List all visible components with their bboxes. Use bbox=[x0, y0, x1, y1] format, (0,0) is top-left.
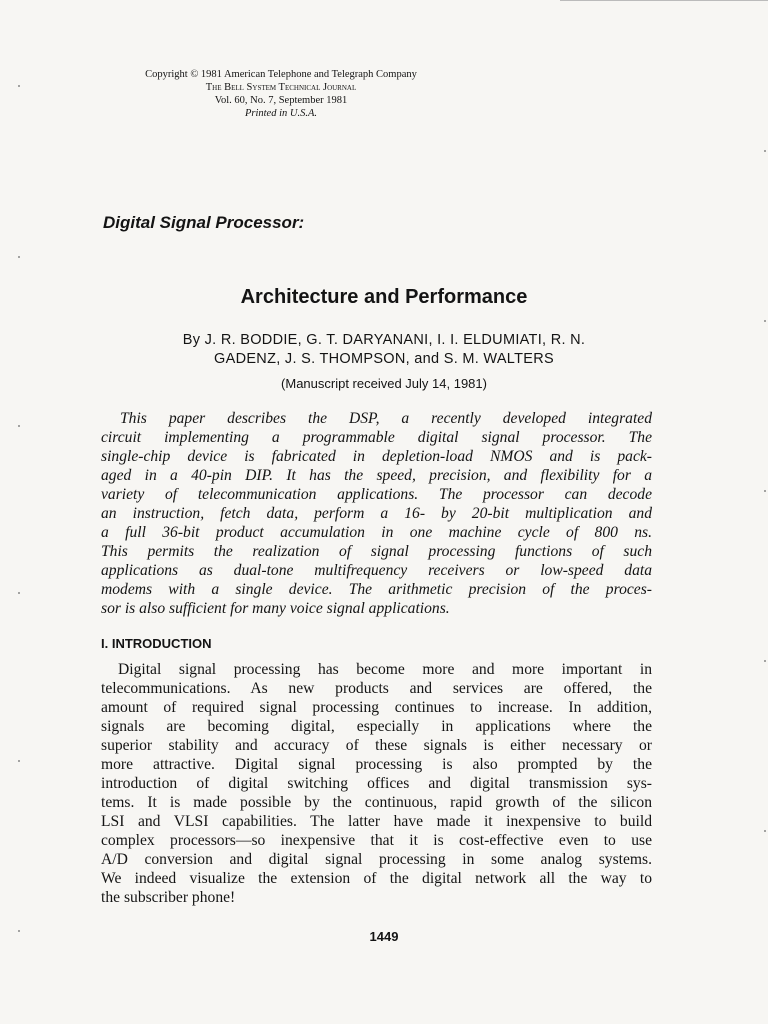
section-heading: I. INTRODUCTION bbox=[101, 636, 212, 651]
abstract-line: applications as dual-tone multifrequency receivers or low-speed data bbox=[101, 562, 652, 579]
paper-title: Architecture and Performance bbox=[240, 286, 528, 308]
abstract-line: single-chip device is fabricated in depletion-load NMOS and is pack- bbox=[101, 448, 652, 465]
series-title: Digital Signal Processor: bbox=[103, 213, 305, 232]
abstract-line: aged in a 40-pin DIP. It has the speed, precision, and flexibility for a bbox=[101, 467, 652, 484]
body-line: A/D conversion and digital signal processing in some analog systems. bbox=[101, 851, 652, 868]
abstract-line: This permits the realization of signal processing functions of such bbox=[101, 543, 652, 560]
abstract-line: variety of telecommunication applications. The processor can decode bbox=[101, 486, 652, 503]
introduction-body bbox=[101, 660, 652, 907]
abstract-line: This paper describes the DSP, a recently developed integrated bbox=[120, 410, 652, 427]
body-line: Digital signal processing has become more and more important in bbox=[118, 661, 652, 678]
body-line: introduction of digital switching offices and digital transmission sys- bbox=[101, 775, 652, 792]
body-line: We indeed visualize the extension of the digital network all the way to bbox=[101, 870, 652, 887]
body-line: tems. It is made possible by the continuous, rapid growth of the silicon bbox=[101, 794, 652, 811]
body-line: more attractive. Digital signal processing is also prompted by the bbox=[101, 756, 652, 773]
author-list bbox=[0, 331, 768, 369]
body-line: superior stability and accuracy of these signals is either necessary or bbox=[101, 737, 652, 754]
volume-line: Vol. 60, No. 7, September 1981 bbox=[214, 95, 348, 106]
body-line: LSI and VLSI capabilities. The latter have made it inexpensive to build bbox=[101, 813, 652, 830]
margin-mark bbox=[764, 150, 766, 152]
abstract-line: an instruction, fetch data, perform a 16- by 20-bit multiplication and bbox=[101, 505, 652, 522]
margin-mark bbox=[18, 592, 20, 594]
margin-mark bbox=[18, 760, 20, 762]
journal-masthead bbox=[100, 68, 462, 120]
margin-mark bbox=[764, 830, 766, 832]
abstract bbox=[101, 409, 652, 618]
abstract-line: a full 36-bit product accumulation in one machine cycle of 800 ns. bbox=[101, 524, 652, 541]
authors-line-1: By J. R. BODDIE, G. T. DARYANANI, I. I. ELDUMIATI, R. N. bbox=[182, 332, 586, 348]
margin-mark bbox=[18, 256, 20, 258]
body-line: the subscriber phone! bbox=[101, 889, 236, 906]
manuscript-received-note: (Manuscript received July 14, 1981) bbox=[281, 376, 487, 391]
margin-mark bbox=[764, 660, 766, 662]
top-edge-rule bbox=[560, 0, 768, 1]
margin-mark bbox=[18, 85, 20, 87]
body-line: complex processors—so inexpensive that it is cost-effective even to use bbox=[101, 832, 652, 849]
margin-mark bbox=[764, 320, 766, 322]
page-number: 1449 bbox=[369, 929, 399, 944]
journal-name: The Bell System Technical Journal bbox=[205, 82, 357, 93]
copyright-line: Copyright © 1981 American Telephone and Telegraph Company bbox=[145, 69, 417, 80]
margin-mark bbox=[764, 490, 766, 492]
printed-line: Printed in U.S.A. bbox=[244, 108, 318, 119]
margin-mark bbox=[18, 930, 20, 932]
abstract-line: modems with a single device. The arithmetic precision of the proces- bbox=[101, 581, 652, 598]
abstract-line: sor is also sufficient for many voice signal applications. bbox=[101, 600, 450, 617]
body-line: amount of required signal processing continues to increase. In addition, bbox=[101, 699, 652, 716]
authors-line-2: GADENZ, J. S. THOMPSON, and S. M. WALTERS bbox=[214, 351, 554, 367]
abstract-line: circuit implementing a programmable digital signal processor. The bbox=[101, 429, 652, 446]
body-line: telecommunications. As new products and services are offered, the bbox=[101, 680, 652, 697]
body-line: signals are becoming digital, especially in applications where the bbox=[101, 718, 652, 735]
margin-mark bbox=[18, 425, 20, 427]
